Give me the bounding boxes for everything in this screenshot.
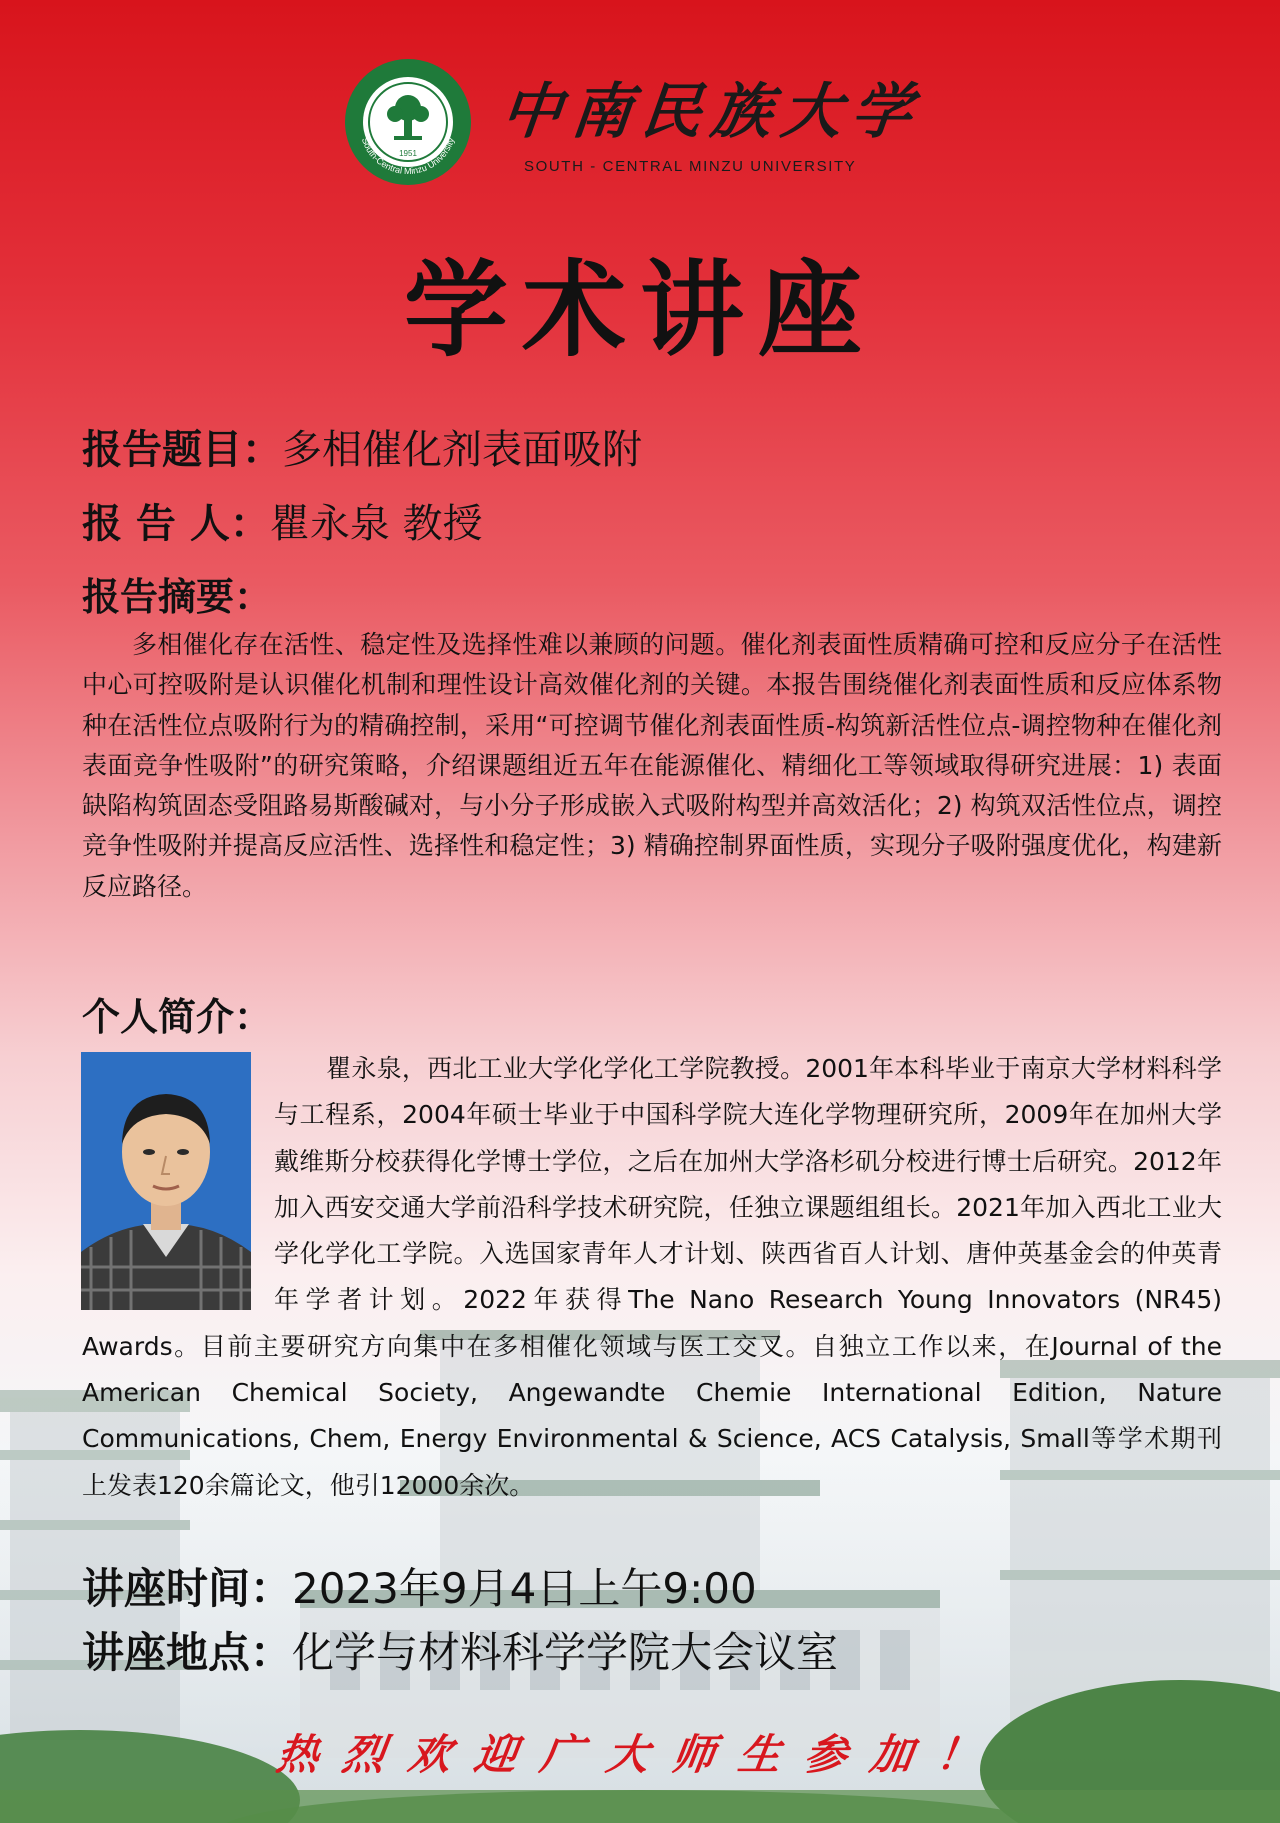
abstract-text: 多相催化存在活性、稳定性及选择性难以兼顾的问题。催化剂表面性质精确可控和反应分子在活性中心可控吸附是认识催化机制和理性设计高效催化剂的关键。本报告围绕催化剂表面性质和反应体系物种在活性位点吸附行为的精确控制，采用“可控调节催化剂表面性质-构筑新活性位点-调控物种在催化剂表面竞争性吸附”的研究策略，介绍课题组近五年在能源催化、精细化工等领域取得研究进展：1) 表面缺陷构筑固态受阻路易斯酸碱对，与小分子形成嵌入式吸附构型并高效活化；2) 构筑双活性位点，调控竞争性吸附并提高反应活性、选择性和稳定性；3) 精确控制界面性质，实现分子吸附强度优化，构建新反应路径。 bbox=[82, 630, 1222, 901]
university-name-cn: 中南民族大学 bbox=[497, 77, 926, 147]
lecture-place-row bbox=[82, 1620, 838, 1680]
university-seal-logo bbox=[342, 56, 474, 188]
speaker-label: 报 告 人： bbox=[82, 501, 270, 547]
lecture-place-label: 讲座地点： bbox=[82, 1628, 293, 1677]
abstract-heading: 报告摘要： bbox=[82, 575, 273, 619]
topic-row bbox=[82, 418, 642, 475]
bio-text-block bbox=[82, 1046, 1222, 1509]
university-name-en: SOUTH - CENTRAL MINZU UNIVERSITY bbox=[524, 158, 857, 175]
welcome-slogan: 热烈欢迎广大师生参加！ bbox=[273, 1730, 1007, 1779]
seal-year: 1951 bbox=[399, 149, 417, 158]
speaker-row bbox=[82, 492, 483, 549]
topic-value: 多相催化剂表面吸附 bbox=[282, 427, 642, 473]
bio-text: 瞿永泉，西北工业大学化学化工学院教授。2001年本科毕业于南京大学材料科学与工程系，2004年硕士毕业于中国科学院大连化学物理研究所，2009年在加州大学戴维斯分校获得化学博士学位，之后在加州大学洛杉矶分校进行博士后研究。2012年加入西安交通大学前沿科学技术研究院，任独立课题组组长。2021年加入西北工业大学化学化工学院。入选国家青年人才计划、陕西省百人计划、唐仲英基金会的仲英青年学者计划。2022年获得The Nano Research Young Innovators (NR45) Awards。目前主要研究方向集中在多相催化领域与医工交叉。自独立工作以来，在Journal of the American Chemical Society, Angewandte Chemie International Edition, Nature Communications, Chem, Energy Environmental & Science, ACS Catalysis, Small等学术期刊上发表120余篇论文，他引12000余次。 bbox=[82, 1054, 1222, 1500]
lecture-time-value: 2023年9月4日上午9:00 bbox=[292, 1564, 757, 1613]
poster-title: 学术讲座 bbox=[403, 249, 876, 371]
topic-label: 报告题目： bbox=[82, 427, 282, 473]
university-header bbox=[342, 56, 942, 196]
lecture-time-label: 讲座时间： bbox=[82, 1564, 293, 1613]
lecture-place-value: 化学与材料科学学院大会议室 bbox=[292, 1628, 839, 1677]
speaker-value: 瞿永泉 教授 bbox=[269, 501, 483, 547]
bio-heading: 个人简介： bbox=[82, 995, 273, 1039]
lecture-time-row bbox=[82, 1556, 757, 1616]
seal-ring-text: South-Central Minzu University bbox=[359, 136, 457, 177]
photo-wrap-space bbox=[82, 1046, 274, 1312]
